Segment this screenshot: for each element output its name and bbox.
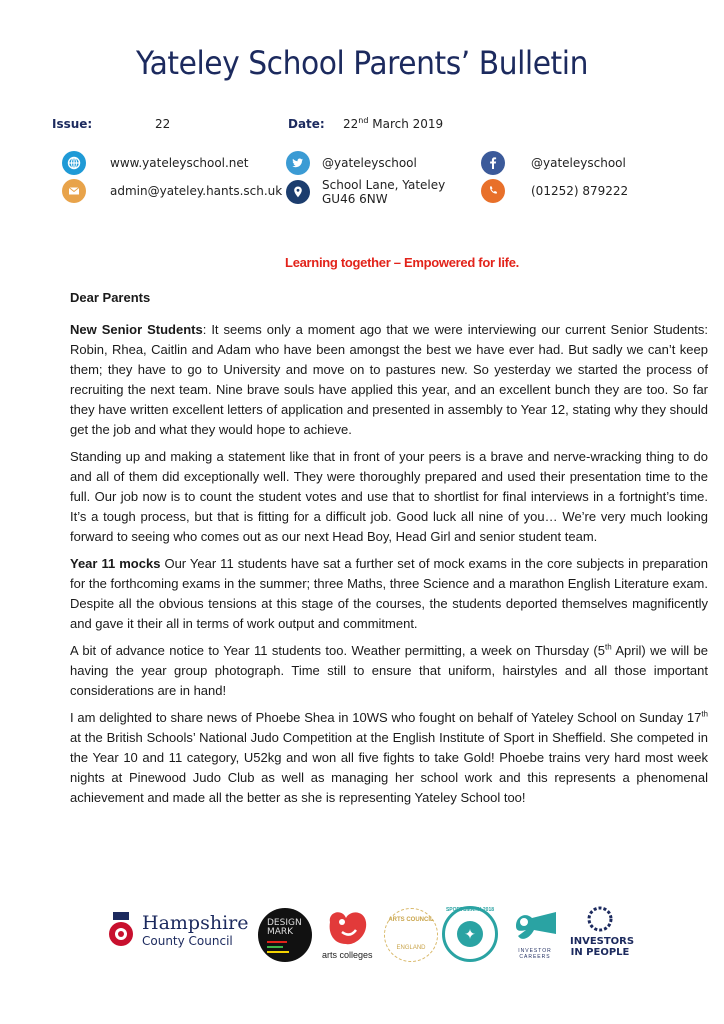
letter-body [70, 288, 708, 815]
school-address: School Lane, Yateley GU46 6NW [322, 178, 446, 206]
phone-icon [481, 179, 505, 203]
salutation: Dear Parents [70, 290, 151, 305]
website-contact[interactable] [62, 151, 249, 175]
email-address[interactable]: admin@yateley.hants.sch.uk [110, 184, 283, 198]
issue-value: 22 [155, 117, 171, 131]
globe-icon [62, 151, 86, 175]
paragraph-year11-mocks: Year 11 mocks Our Year 11 students have sat a further set of mock exams in the core subjects in preparation for the forthcoming exams in the summer; three Maths, three Science and a marathon English Literature exam. Despite all the obvious tensions at this stage of the courses, the students deported themselves magnificently and gave it their all in terms of work output and commitment. [70, 556, 708, 631]
paragraph-standing-up: Standing up and making a statement like that in front of your peers is a brave and nerve-wracking thing to do and all of them did exceptionally well. They were thoroughly prepared and used their presentation time to the full. Our job now is to count the student votes and use that to shortlist for final interviews in a fortnight’s time. It’s a tough process, but that is fitting for a difficult job. Good luck all nine of you… We’re very much looking forward to seeing who comes out as our next Head Boy, Head Girl and senior student team. [70, 449, 708, 544]
date-label: Date: [288, 117, 325, 131]
facebook-contact[interactable] [481, 151, 626, 175]
investor-careers-emblem-icon [512, 908, 558, 944]
paragraph-advance-notice: A bit of advance notice to Year 11 students too. Weather permitting, a week on Thursday (5th April) we will be having the year group photograph. Time still to ensure that uniform, hairstyles and all those important considerations are in hand! [70, 642, 708, 698]
twitter-handle[interactable]: @yateleyschool [322, 156, 417, 170]
sportsmark-star-icon: ✦ [457, 921, 483, 947]
arts-colleges-logo: arts colleges [318, 908, 378, 964]
twitter-contact[interactable] [286, 151, 417, 175]
twitter-icon [286, 151, 310, 175]
address-contact [286, 178, 445, 206]
paragraph-senior-students: New Senior Students: It seems only a moment ago that we were interviewing our current Senior Students: Robin, Rhea, Caitlin and Adam who have been amongst the best we have ever had. But sadly we can’t keep them; they have to go to University and move on to pastures new. So yesterday we started the process of recruiting the next team. Nine brave souls have applied this year, and an excellent bunch they are too. So far they have written excellent letters of application and presented in assembly to Year 12, stating why they should get the job and what they would hope to achieve. [70, 322, 708, 437]
heading-senior-students: New Senior Students [70, 322, 203, 337]
heading-year11-mocks: Year 11 mocks [70, 556, 161, 571]
investors-in-people-logo: INVESTORS IN PEOPLE [570, 904, 630, 966]
phone-number[interactable]: (01252) 879222 [531, 184, 629, 198]
accreditation-logos [100, 900, 660, 970]
bulletin-title: Yateley School Parents’ Bulletin [136, 44, 588, 82]
facebook-icon [481, 151, 505, 175]
website-link[interactable]: www.yateleyschool.net [110, 156, 249, 170]
email-icon [62, 179, 86, 203]
phone-contact[interactable] [481, 179, 628, 203]
paragraph-judo-news: I am delighted to share news of Phoebe Shea in 10WS who fought on behalf of Yateley School on Sunday 17th at the British Schools’ National Judo Competition at the English Institute of Sport in Sheffield. She competed in the Year 10 and 11 category, U52kg and won all five fights to take Gold! Phoebe trains very hard most week nights at Pinewood Judo Club as well as managing her school work and this represents a phenomenal achievement and made all the better as she is representing Yateley School too! [70, 709, 708, 805]
arts-council-england-logo: ARTS COUNCIL ENGLAND [384, 908, 438, 962]
sportsmark-logo: ✦ SPORTSMARK 2018 [442, 906, 498, 962]
hampshire-crest-icon [106, 910, 136, 952]
investor-in-careers-logo: INVESTOR CAREERS [506, 908, 564, 962]
school-motto: Learning together – Empowered for life. [285, 255, 519, 270]
email-contact[interactable] [62, 179, 282, 203]
design-mark-logo: DESIGN MARK [258, 908, 312, 962]
hampshire-county-council-logo: Hampshire County Council [106, 910, 256, 955]
facebook-handle[interactable]: @yateleyschool [531, 156, 626, 170]
laurel-wreath-icon [584, 904, 616, 934]
location-pin-icon [286, 180, 310, 204]
arts-colleges-mask-icon [324, 908, 372, 948]
issue-label: Issue: [52, 117, 93, 131]
date-value: 22nd March 2019 [343, 116, 444, 131]
